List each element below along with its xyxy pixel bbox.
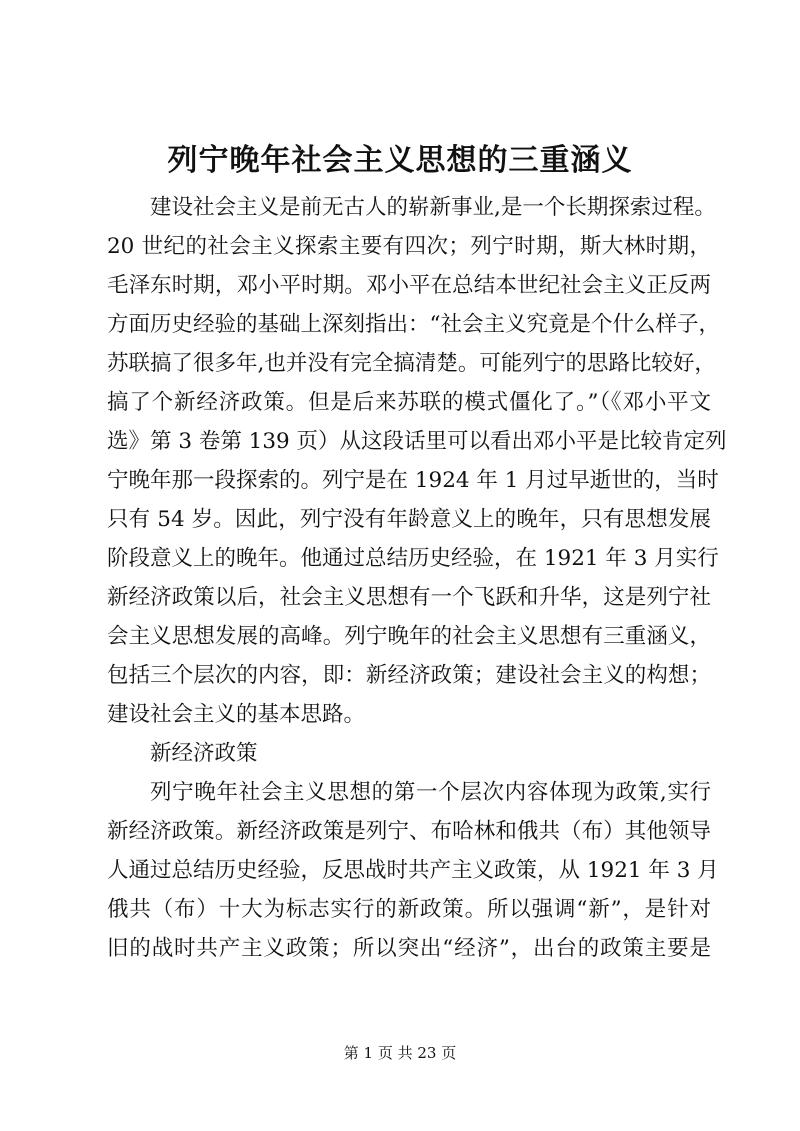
paragraph-line: 选》第 3 卷第 139 页）从这段话里可以看出邓小平是比较肯定列 — [107, 429, 727, 454]
paragraph-line: 建设社会主义是前无古人的崭新事业,是一个长期探索过程。 — [150, 195, 716, 220]
paragraph-line: 包括三个层次的内容，即：新经济政策；建设社会主义的构想； — [107, 663, 711, 688]
paragraph-line: 宁晚年那一段探索的。列宁是在 1924 年 1 月过早逝世的，当时 — [107, 468, 719, 493]
paragraph-line: 搞了个新经济政策。但是后来苏联的模式僵化了。”（《邓小平文 — [107, 390, 711, 415]
section-heading: 新经济政策 — [150, 741, 258, 766]
page-footer: 第 1 页 共 23 页 — [343, 1044, 457, 1062]
paragraph-line: 新经济政策以后，社会主义思想有一个飞跃和升华，这是列宁社 — [107, 585, 711, 610]
paragraph-line: 新经济政策。新经济政策是列宁、布哈林和俄共（布）其他领导 — [107, 819, 711, 844]
paragraph-line: 20 世纪的社会主义探索主要有四次；列宁时期，斯大林时期， — [107, 234, 711, 259]
paragraph-line: 人通过总结历史经验，反思战时共产主义政策，从 1921 年 3 月 — [107, 858, 719, 883]
paragraph-line: 会主义思想发展的高峰。列宁晚年的社会主义思想有三重涵义， — [107, 624, 711, 649]
document-body — [107, 188, 727, 968]
paragraph-line: 建设社会主义的基本思路。 — [107, 702, 366, 727]
paragraph-line: 方面历史经验的基础上深刻指出：“社会主义究竟是个什么样子， — [107, 312, 720, 337]
paragraph-2 — [107, 773, 719, 968]
paragraph-line: 旧的战时共产主义政策；所以突出“经济”，出台的政策主要是 — [107, 936, 711, 961]
paragraph-line: 列宁晚年社会主义思想的第一个层次内容体现为政策,实行 — [150, 780, 711, 805]
paragraph-line: 阶段意义上的晚年。他通过总结历史经验，在 1921 年 3 月实行 — [107, 546, 719, 571]
paragraph-line: 苏联搞了很多年,也并没有完全搞清楚。可能列宁的思路比较好， — [107, 351, 716, 376]
document-title: 列宁晚年社会主义思想的三重涵义 — [167, 143, 633, 178]
paragraph-1 — [107, 188, 727, 734]
paragraph-line: 俄共（布）十大为标志实行的新政策。所以强调“新”，是针对 — [107, 897, 711, 922]
paragraph-line: 毛泽东时期，邓小平时期。邓小平在总结本世纪社会主义正反两 — [107, 273, 711, 298]
paragraph-line: 只有 54 岁。因此，列宁没有年龄意义上的晚年，只有思想发展 — [107, 507, 711, 532]
